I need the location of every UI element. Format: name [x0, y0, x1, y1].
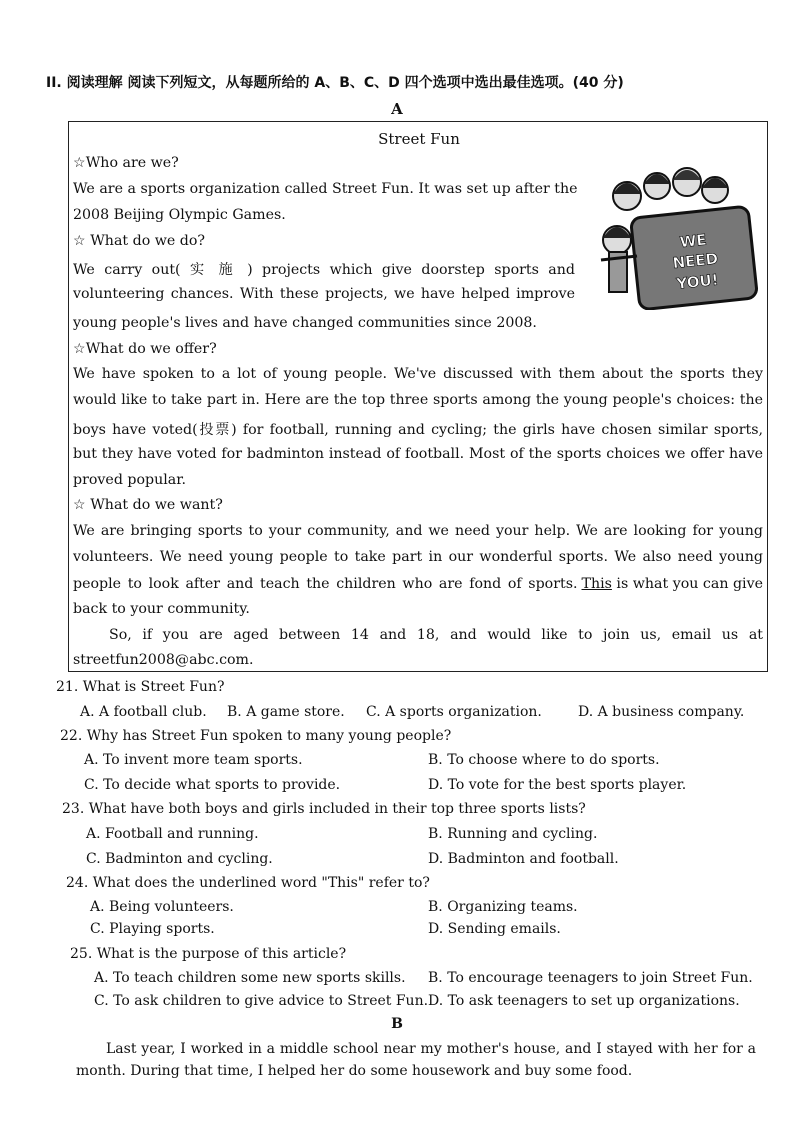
p2-line-1: We carry out( 实 施 ) projects which give doorstep sports and	[73, 262, 575, 278]
passage-b-line-1: Last year, I worked in a middle school near my mother's house, and I stayed with her for a	[106, 1041, 756, 1057]
p1-line-1: We are a sports organization called Street Fun. It was set up after the	[73, 181, 578, 197]
q22-option-d: D. To vote for the best sports player.	[428, 777, 687, 793]
kids-sign-illustration	[591, 160, 761, 310]
q24-option-a: A. Being volunteers.	[90, 899, 234, 915]
q21-option-c: C. A sports organization.	[366, 704, 542, 720]
p2-line-2: volunteering chances. With these projects, we have helped improve	[73, 286, 575, 302]
p3-line-4: but they have voted for badminton instead of football. Most of the sports choices we offer have	[73, 446, 763, 462]
heading-who-are-we: ☆Who are we?	[73, 155, 179, 171]
q25-option-a: A. To teach children some new sports skills.	[94, 970, 406, 986]
passage-a-box	[68, 121, 768, 672]
p3-line-1: We have spoken to a lot of young people. We've discussed with them about the sports they	[73, 366, 763, 382]
p4-line-1: We are bringing sports to your community, and we need your help. We are looking for young	[73, 523, 763, 539]
q22-option-c: C. To decide what sports to provide.	[84, 777, 341, 793]
section-a-label: A	[391, 100, 403, 118]
p3-line-5: proved popular.	[73, 472, 186, 488]
sign-text-need: NEED	[671, 249, 719, 273]
q21-option-b: B. A game store.	[227, 704, 345, 720]
sign-text-we: WE	[678, 230, 708, 252]
passage-b-line-2: month. During that time, I helped her do some housework and buy some food.	[76, 1063, 633, 1079]
p3-line-2: would like to take part in. Here are the top three sports among the young people's choices: the	[73, 392, 763, 408]
question-21: 21. What is Street Fun?	[56, 679, 225, 695]
p4-line-3-tail: is what you can give	[611, 576, 763, 592]
q22-option-b: B. To choose where to do sports.	[428, 752, 660, 768]
p4-line-2: volunteers. We need young people to take part in our wonderful sports. We also need young	[73, 549, 763, 565]
underlined-word-this: This	[581, 576, 612, 592]
email-address: streetfun2008@abc.com.	[73, 652, 254, 668]
p3-line-3: boys have voted(投票) for football, running and cycling; the girls have chosen similar sports,	[73, 422, 763, 438]
q24-option-d: D. Sending emails.	[428, 921, 561, 937]
question-25: 25. What is the purpose of this article?	[70, 946, 347, 962]
q22-option-a: A. To invent more team sports.	[84, 752, 303, 768]
heading-what-do-we-offer: ☆What do we offer?	[73, 341, 217, 357]
q23-option-d: D. Badminton and football.	[428, 851, 619, 867]
heading-what-do-we-do: ☆ What do we do?	[73, 233, 206, 249]
p1-line-2: 2008 Beijing Olympic Games.	[73, 207, 286, 223]
q24-option-b: B. Organizing teams.	[428, 899, 578, 915]
p2-line-3: young people's lives and have changed communities since 2008.	[73, 315, 537, 331]
p5-line-1: So, if you are aged between 14 and 18, and would like to join us, email us at	[109, 627, 763, 643]
sign-text-you: YOU!	[675, 270, 720, 293]
q25-option-c: C. To ask children to give advice to Street Fun.	[94, 993, 429, 1009]
q24-option-c: C. Playing sports.	[90, 921, 215, 937]
q23-option-a: A. Football and running.	[86, 826, 259, 842]
question-23: 23. What have both boys and girls included in their top three sports lists?	[62, 801, 586, 817]
q21-option-a: A. A football club.	[80, 704, 207, 720]
q21-option-d: D. A business company.	[578, 704, 745, 720]
q25-option-b: B. To encourage teenagers to join Street Fun.	[428, 970, 753, 986]
q23-option-c: C. Badminton and cycling.	[86, 851, 273, 867]
heading-what-do-we-want: ☆ What do we want?	[73, 497, 223, 513]
question-22: 22. Why has Street Fun spoken to many young people?	[60, 728, 452, 744]
q23-option-b: B. Running and cycling.	[428, 826, 598, 842]
p4-line-3-text: people to look after and teach the children who are fond of sports.	[73, 576, 578, 592]
p4-line-3	[73, 576, 763, 592]
passage-title: Street Fun	[378, 130, 460, 148]
question-24: 24. What does the underlined word "This" refer to?	[66, 875, 430, 891]
section-b-label: B	[391, 1016, 403, 1032]
q25-option-d: D. To ask teenagers to set up organizations.	[428, 993, 740, 1009]
section-header: II. 阅读理解 阅读下列短文，从每题所给的 A、B、C、D 四个选项中选出最佳选项。(40 分)	[46, 75, 624, 91]
p4-line-4: back to your community.	[73, 601, 250, 617]
